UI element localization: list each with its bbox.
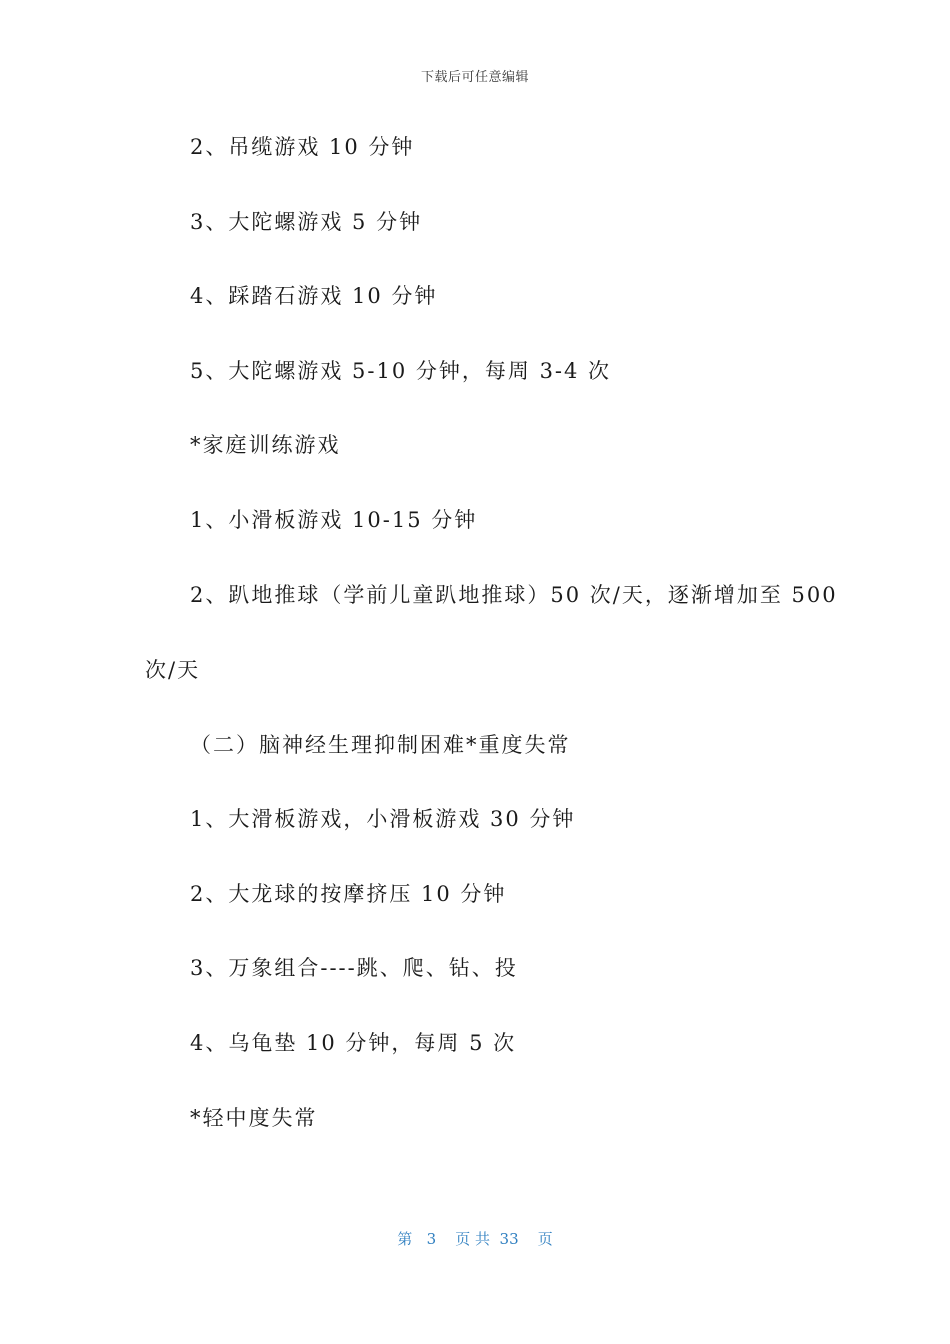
section-heading-mild: *轻中度失常 <box>190 1106 318 1130</box>
section-heading-2: （二）脑神经生理抑制困难*重度失常 <box>190 733 571 757</box>
text-line-13: 4、乌龟垫 10 分钟，每周 5 次 <box>190 1031 517 1055</box>
text-line-10: 1、大滑板游戏，小滑板游戏 30 分钟 <box>190 807 576 831</box>
text-line-1: 2、吊缆游戏 10 分钟 <box>190 135 415 159</box>
text-line-7: 2、趴地推球（学前儿童趴地推球）50 次/天，逐渐增加至 500 <box>190 583 838 607</box>
text-line-3: 4、踩踏石游戏 10 分钟 <box>190 284 438 308</box>
footer-label-pre: 第 <box>397 1230 413 1248</box>
footer-total-pages: 33 <box>499 1230 519 1248</box>
text-line-8: 次/天 <box>145 658 201 682</box>
footer-page-number: 3 <box>426 1230 437 1248</box>
text-line-6: 1、小滑板游戏 10-15 分钟 <box>190 508 478 532</box>
text-line-11: 2、大龙球的按摩挤压 10 分钟 <box>190 882 507 906</box>
footer-label-post: 页 <box>537 1230 553 1248</box>
text-line-4: 5、大陀螺游戏 5-10 分钟，每周 3-4 次 <box>190 359 612 383</box>
text-line-12: 3、万象组合----跳、爬、钻、投 <box>190 956 518 980</box>
footer-label-mid: 页 共 <box>455 1230 490 1248</box>
page-footer <box>0 1228 950 1249</box>
text-line-2: 3、大陀螺游戏 5 分钟 <box>190 210 423 234</box>
section-heading-home-training: *家庭训练游戏 <box>190 433 341 457</box>
page-header: 下载后可任意编辑 <box>420 70 529 85</box>
